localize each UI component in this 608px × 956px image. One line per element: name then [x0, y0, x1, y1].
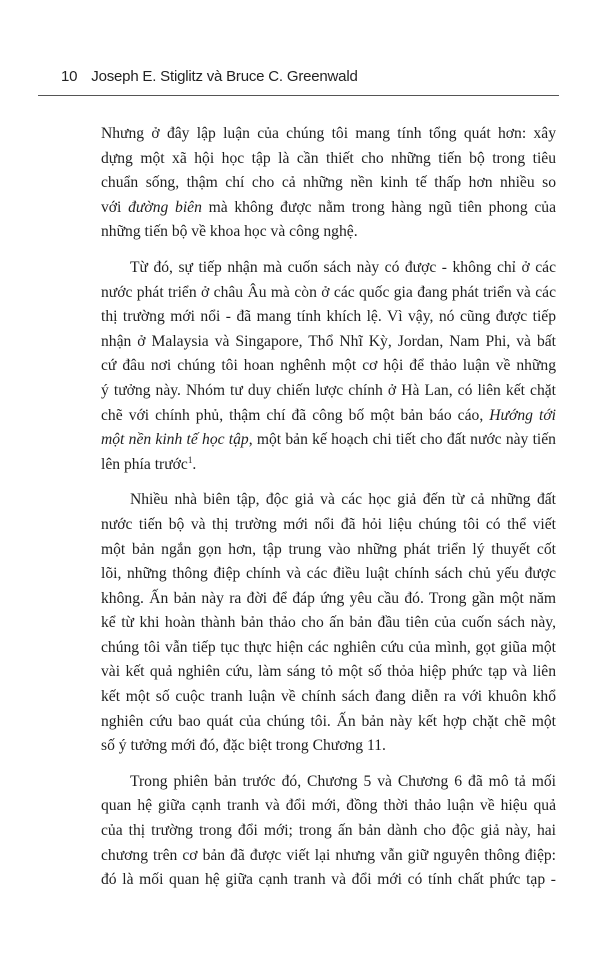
text-line: ý tưởng này. Nhóm tư duy chiến lược chính ở Hà Lan, có liên kết chặt — [101, 381, 556, 399]
footnote-ref[interactable]: 1 — [187, 454, 193, 465]
text-line: không. Ấn bản này ra đời để đáp ứng yêu cầu đó. Trong gần một năm — [101, 589, 556, 607]
text-line — [101, 428, 556, 453]
text-line: nhận ở Malaysia và Singapore, Thổ Nhĩ Kỳ, Jordan, Nam Phi, và bất — [101, 332, 556, 350]
text-line: chúng tôi vẫn tiếp tục thực hiện các nghiên cứu của mình, gọt giũa một — [101, 638, 556, 656]
paragraph-1 — [101, 122, 556, 245]
text-line: đó là mối quan hệ giữa cạnh tranh và đổi mới có tính chất phức tạp - — [101, 871, 556, 889]
text-line — [101, 453, 556, 478]
text-line: nước phát triển ở châu Âu mà còn ở các quốc gia đang phát triển và các — [101, 283, 556, 301]
text-line — [101, 404, 556, 429]
italic-term: đường biên — [128, 198, 202, 216]
text-line — [101, 196, 556, 221]
paragraph-2 — [101, 256, 556, 477]
text-line: Trong phiên bản trước đó, Chương 5 và Chương 6 đã mô tả mối — [130, 772, 556, 790]
paragraph-4 — [101, 770, 556, 893]
italic-title: Hướng tới — [489, 406, 556, 424]
body-text — [101, 122, 556, 904]
text-line: nước tiến bộ và thị trường mới nổi đã hỏi liệu chúng tôi có thể viết — [101, 515, 556, 533]
text-line: lõi, những thông điệp chính và các điều luật chính sách chủ yếu được — [101, 565, 556, 583]
text-line: vài kết quả nghiên cứu, làm sáng tỏ một số thỏa hiệp phức tạp và liên — [101, 663, 556, 681]
text-run: . — [192, 455, 197, 473]
text-line: số ý tưởng mới đó, đặc biệt trong Chương 11. — [101, 737, 386, 755]
text-run: , một bản kế hoạch chi tiết cho đất nước này tiến — [248, 431, 556, 449]
text-line: dựng một xã hội học tập là cần thiết cho những tiến bộ trong tiêu — [101, 149, 556, 167]
running-header — [61, 68, 358, 85]
text-line: thị trường mới nổi - đã mang tính khích lệ. Vì vậy, nó cũng được tiếp — [101, 308, 556, 326]
text-line: những tiến bộ về khoa học và công nghệ. — [101, 223, 358, 241]
header-authors: Joseph E. Stiglitz và Bruce C. Greenwald — [91, 68, 358, 85]
text-line: Từ đó, sự tiếp nhận mà cuốn sách này có được - không chỉ ở các — [130, 258, 556, 276]
text-run: mà không được nằm trong hàng ngũ tiên phong của — [201, 198, 556, 216]
text-line: chương trên cơ bản đã được viết lại nhưng vẫn giữ nguyên thông điệp: — [101, 846, 556, 864]
text-line: quan hệ giữa cạnh tranh và đổi mới, đồng thời thảo luận về hiệu quả — [101, 797, 556, 815]
text-line: nghiên cứu bao quát của chúng tôi. Ấn bản này kết hợp chặt chẽ một — [101, 712, 556, 730]
text-run: với — [101, 198, 129, 216]
header-rule — [38, 95, 559, 96]
text-run: chẽ với chính phủ, thậm chí đã công bố một bản báo cáo, — [101, 406, 490, 424]
text-line: Nhiều nhà biên tập, độc giả và các học giả đến từ cả những đất — [130, 491, 556, 509]
text-run: lên phía trước — [101, 455, 188, 473]
page-number: 10 — [61, 68, 78, 85]
text-line: một bản ngắn gọn hơn, tập trung vào những phát triển lý thuyết cốt — [101, 540, 556, 558]
text-line: kết một số cuộc tranh luận về chính sách đang diễn ra với khuôn khổ — [101, 688, 556, 706]
text-line: của thị trường trong đổi mới; trong ấn bản dành cho độc giả này, hai — [101, 822, 556, 840]
text-line: Nhưng ở đây lập luận của chúng tôi mang tính tổng quát hơn: xây — [101, 125, 556, 142]
text-line: cứ đâu nơi chúng tôi hoan nghênh một cơ hội để thảo luận về những — [101, 357, 556, 375]
italic-title: một nền kinh tế học tập — [101, 431, 249, 449]
text-line: kể từ khi hoàn thành bản thảo cho ấn bản đầu tiên của cuốn sách này, — [101, 614, 556, 632]
text-line: chuẩn sống, thậm chí cho cả những nền kinh tế thấp hơn nhiều so — [101, 174, 556, 192]
paragraph-3 — [101, 488, 556, 759]
